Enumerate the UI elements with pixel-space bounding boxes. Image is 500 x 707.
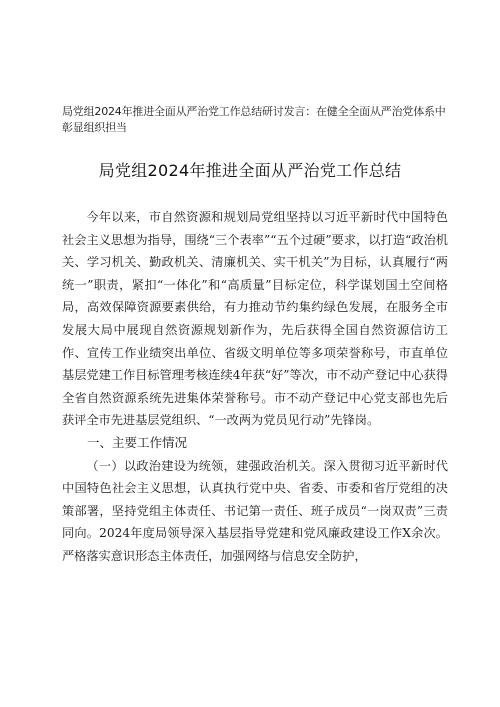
intro-paragraph: 今年以来，市自然资源和规划局党组坚持以习近平新时代中国特色社会主义思想为指导，围绕“三个表率”“五个过硬”要求，以打造“政治机关、学习机关、勤政机关、清廉机关、实干机关”为目标，认真履行“两统一”职责，紧扣“一体化”和“高质量”目标定位，科学谋划国土空间格局，高效保障资源要素供给，有力推动节约集约绿色发展，在服务全市发展大局中展现自然资源规划新作为，先后获得全国自然资源信访工作、宣传工作业绩突出单位、省级文明单位等多项荣誉称号，市直单位基层党建工作目标管理考核连续4年获“好”等次，市不动产登记中心获得全省自然资源系统先进集体荣誉称号。市不动产登记中心党支部也先后获评全市先进基层党组织、“一改两为党员见行动”先锋岗。 <box>62 210 448 428</box>
document-title: 局党组2024年推进全面从严治党工作总结 <box>98 161 402 180</box>
document-header: 局党组2024年推进全面从严治党工作总结研讨发言：在健全全面从严治党体系中彰显组织担当 <box>62 105 446 134</box>
section-paragraph: （一）以政治建设为统领，建强政治机关。深入贯彻习近平新时代中国特色社会主义思想，认真执行党中央、省委、市委和省厅党组的决策部署，坚持党组主体责任、书记第一责任、班子成员“一岗双责”三责同向。2024年度局领导深入基层指导党建和党风廉政建设工作X余次。严格落实意识形态主体责任，加强网络与信息安全防护， <box>62 458 448 563</box>
section-heading: 一、主要工作情况 <box>87 434 188 450</box>
document-body <box>62 206 448 568</box>
